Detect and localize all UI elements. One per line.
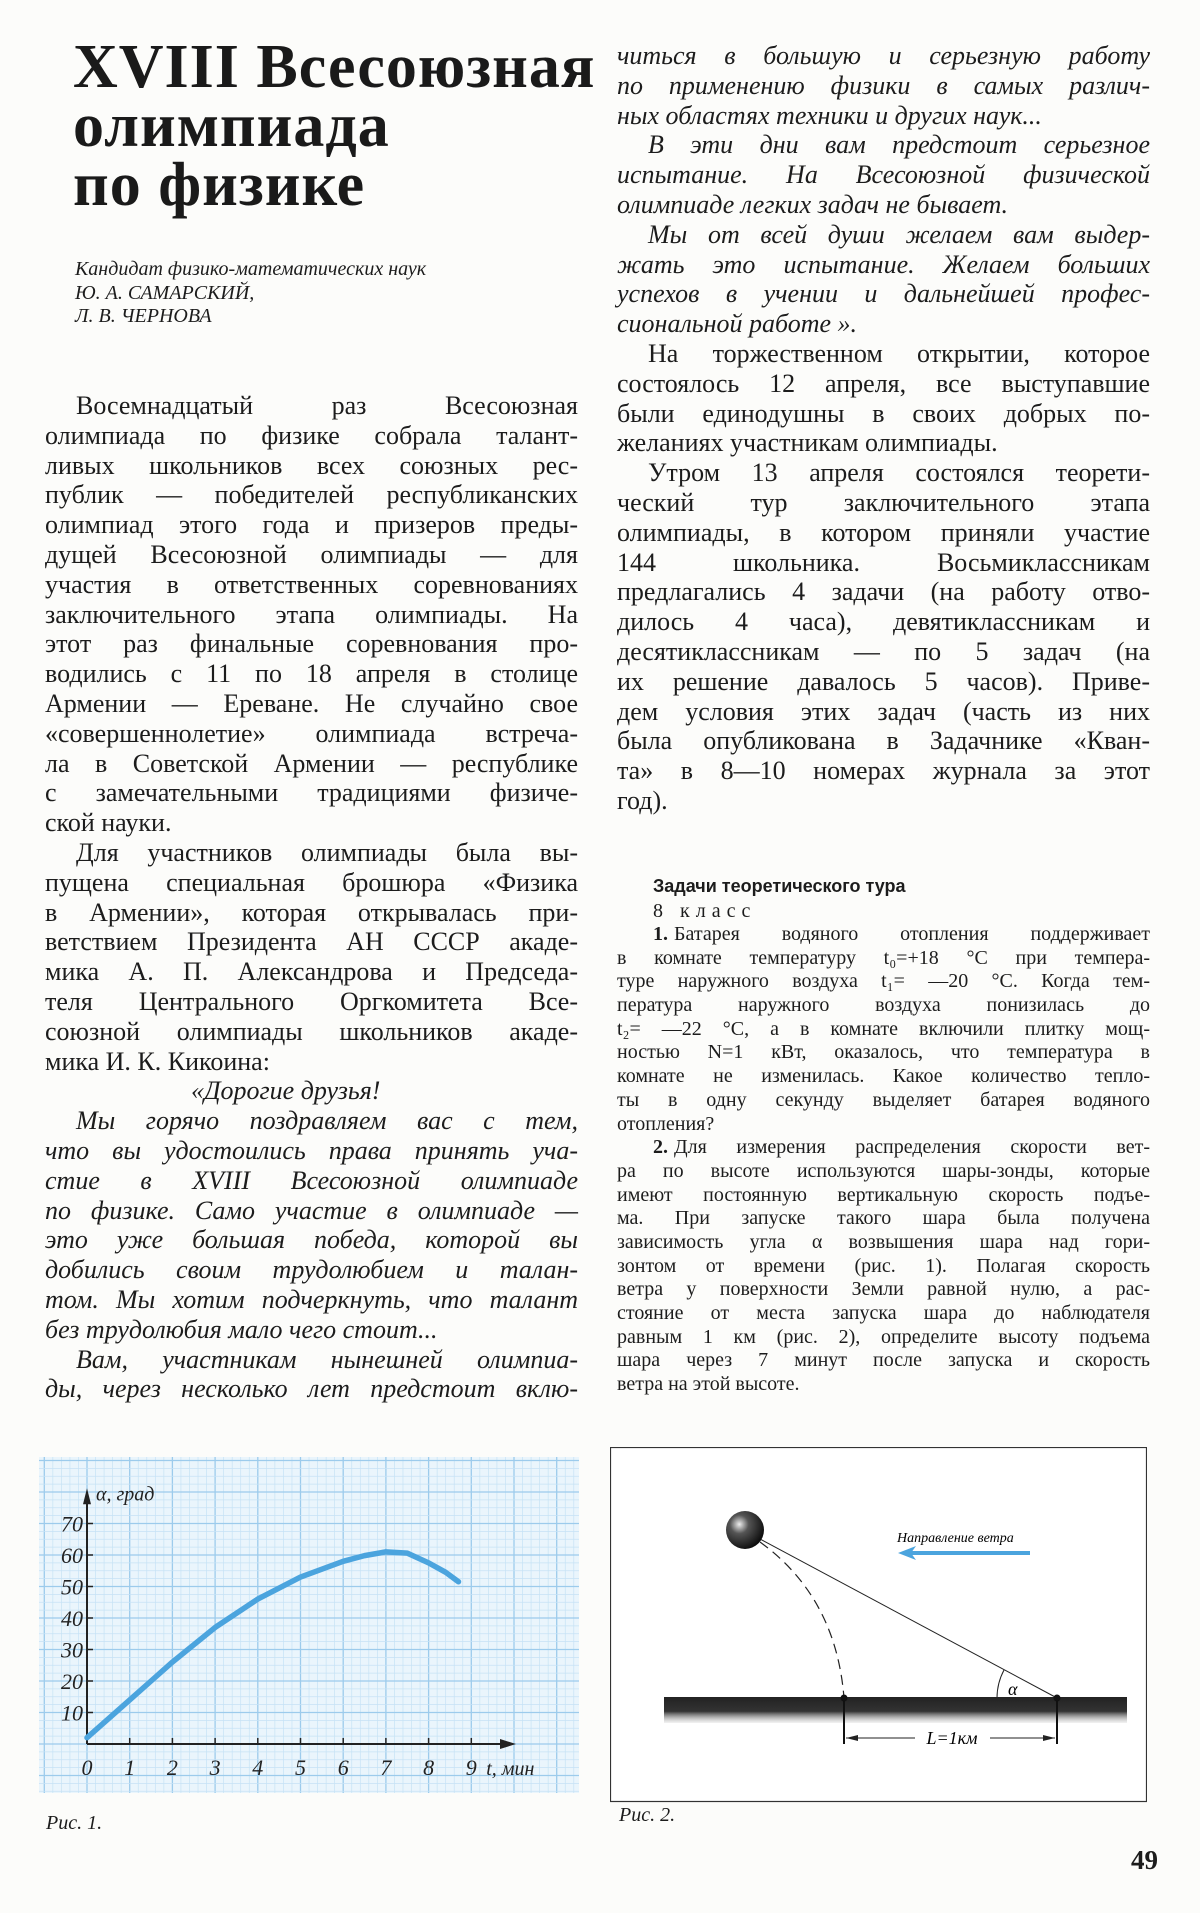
text-line: пущена специальная брошюра «Физика [45,867,578,897]
text-line: публик — победителей республиканских [45,480,578,510]
problem-first-line [617,923,1150,947]
text-line: «Дорогие друзья! [191,1076,381,1106]
text-line: их решение давалось 5 часов). Приве- [617,666,1150,696]
problem-first-line [617,1136,1150,1160]
text-line: На торжественном открытии, которое [648,338,1150,368]
problem-line: t₂= —22 °C, а в комнате включили плитку мощ- [617,1017,1150,1040]
text-line: состоялось 12 апреля, все выступавшие [617,368,1150,398]
title-line: XVIII Всесоюзная [73,33,596,101]
text-line: олимпиады, в котором приняли участие [617,517,1150,547]
problems-heading: Задачи теоретического тура [653,876,906,896]
text-line: этот раз финальные соревнования про- [45,629,578,659]
text-line: с замечательными традициями физиче- [45,778,578,808]
text-line: в Армении», которая открывалась при- [45,897,578,927]
text-line: предлагались 4 задачи (на работу отво- [617,577,1150,607]
y-tick-label: 10 [61,1700,83,1726]
text-line: заключительного этапа олимпиады. На [45,599,578,629]
author-name: Л. В. ЧЕРНОВА [75,305,212,327]
x-tick-label: 3 [209,1755,221,1780]
figure-1-caption: Рис. 1. [46,1812,103,1834]
text-line: Для участников олимпиады была вы- [76,837,578,867]
text-line: ветствием Президента АН СССР акаде- [45,927,578,957]
x-tick-label: 8 [423,1755,435,1780]
problem-line: пература наружного воздуха понизилась до [617,994,1150,1017]
text-line: Армении — Ереване. Не случайно свое [45,688,578,718]
figure-2-caption: Рис. 2. [619,1804,676,1826]
x-tick-label: 1 [124,1755,136,1780]
text-line: том. Мы хотим подчеркнуть, что талант [45,1284,578,1314]
text-line: испытание. На Всесоюзной физической [617,160,1150,190]
text-line: по физике. Само участие в олимпиаде — [45,1195,578,1225]
left-column-text [45,391,578,1404]
text-line: Мы от всей души желаем вам выдер- [648,219,1150,249]
problem-line: шара через 7 минут после запуска и скорость [617,1349,1150,1372]
text-line: читься в большую и серьезную работу [617,41,1150,70]
y-tick-label: 60 [61,1543,83,1568]
figure-2-diagram [610,1447,1147,1803]
x-tick-label: 4 [252,1755,264,1780]
text-line: та» в 8—10 номерах журнала за этот [617,756,1150,786]
byline [75,258,426,329]
y-tick-label: 50 [61,1574,83,1600]
x-tick-label: 0 [81,1755,93,1780]
author-name: Ю. А. САМАРСКИЙ, [75,281,255,304]
text-line: 144 школьника. Восьмиклассникам [617,547,1150,577]
text-line: Утром 13 апреля состоялся теорети- [648,458,1150,488]
y-tick-label: 70 [61,1511,83,1537]
problem-line: в комнате температуру t₀=+18 °C при темпера- [617,946,1150,969]
problem-list [617,923,1150,1397]
problems-section [617,873,1150,1397]
problem-line: ма. При запуске такого шара была получена [617,1207,1150,1230]
problem-number: 2. [653,1136,668,1159]
problem-line: равным 1 км (рис. 2), определите высоту подъема [617,1325,1150,1348]
right-column-text [617,41,1150,816]
problem-line: ветра у поверхности Земли равной нулю, а рас- [617,1278,1150,1301]
distance-label: L=1км [926,1728,978,1748]
text-line: стие в XVIII Всесоюзной олимпиаде [45,1165,578,1195]
problem-line: ветра на этой высоте. [617,1373,800,1396]
text-line: дущей Всесоюзной олимпиады — для [45,539,578,569]
angle-label: α [1008,1679,1018,1699]
problem-line: стояние от места запуска шара до наблюдателя [617,1302,1150,1324]
problem-line: зонтом от времени (рис. 1). Полагая скорость [617,1254,1150,1277]
x-tick-label: 6 [337,1755,349,1780]
author-degree: Кандидат физико-математических наук [75,258,427,280]
y-tick-label: 30 [61,1637,83,1663]
problem-line: зависимость угла α возвышения шара над гори- [617,1230,1150,1253]
text-line: год). [617,785,668,815]
text-line: Восемнадцатый раз Всесоюзная [76,391,578,420]
figure-1-chart [39,1457,579,1793]
text-line: «совершеннолетие» олимпиада встреча- [45,718,578,748]
wind-direction-label: Направление ветра [897,1531,1014,1546]
x-tick-label: 7 [380,1755,392,1780]
text-line: теля Центрального Оргкомитета Все- [45,986,578,1016]
text-line: ных областях техники и других наук... [617,100,1042,130]
text-line: олимпиад этого года и призеров преды- [45,510,578,540]
text-line: добились своим трудолюбием и талан- [45,1255,578,1285]
problem-line: отопления? [617,1112,715,1135]
text-line: что вы удостоились права принять уча- [45,1135,578,1165]
x-axis-label: t, мин [486,1758,535,1780]
text-line: мика А. П. Александрова и Председа- [45,957,578,987]
text-line: мика И. К. Кикоина: [45,1046,270,1076]
text-line: В эти дни вам предстоит серьезное [648,130,1150,160]
balloon-icon [726,1511,764,1549]
problem-line: туре наружного воздуха t₁= —20 °C. Когда тем- [617,970,1150,993]
article-title [73,33,596,219]
text-line: Вам, участникам нынешней олимпиа- [76,1344,578,1374]
problem-line: ностью N=1 кВт, оказалось, что температура в [617,1041,1150,1064]
text-line: это уже большая победа, которой вы [45,1225,578,1255]
text-line: были единодушны в своих добрых по- [617,398,1150,428]
page-number: 49 [1131,1845,1158,1875]
problem-text: Для измерения распределения скорости вет- [674,1136,1150,1159]
text-line: без трудолюбия мало чего стоит... [45,1314,438,1344]
text-line: олимпиаде легких задач не бывает. [617,189,1009,219]
problem-number: 1. [653,923,668,945]
launch-point [841,1695,848,1702]
text-line: Мы горячо поздравляем вас с тем, [76,1106,578,1136]
problem-line: комнате не изменилась. Какое количество тепло- [617,1065,1150,1088]
text-line: успехов в учении и дальнейшей профес- [617,279,1150,309]
y-axis-label: α, град [96,1483,155,1506]
y-tick-label: 40 [61,1606,83,1631]
problem-line: ра по высоте используются шары-зонды, которые [617,1159,1150,1182]
text-line: олимпиада по физике собрала талант- [45,420,578,450]
text-line: ливых школьников всех союзных рес- [45,450,578,480]
text-line: участия в ответственных соревнованиях [45,569,578,599]
y-tick-label: 20 [61,1669,83,1694]
x-tick-label: 2 [166,1755,178,1780]
text-line: союзной олимпиады школьников акаде- [45,1016,578,1046]
text-line: ской науки. [45,808,172,838]
problem-line: ты в одну секунду выделяет батарея водяного [617,1088,1150,1111]
text-line: водились с 11 по 18 апреля в столице [45,659,578,689]
title-line: олимпиада [73,92,390,160]
grade-label: 8 класс [653,900,757,922]
text-line: по применению физики в самых различ- [617,70,1150,100]
text-line: десятиклассникам — по 5 задач (на [617,636,1150,666]
problem-text: Батарея водяного отопления поддерживает [674,923,1150,945]
text-line: жать это испытание. Желаем больших [617,249,1150,279]
text-line: ческий тур заключительного этапа [617,487,1150,517]
text-line: была опубликована в Задачнике «Кван- [617,726,1150,756]
text-line: дилось 4 часа), девятиклассникам и [617,607,1150,637]
text-line: желаниях участникам олимпиады. [617,428,998,458]
title-line: по физике [73,151,366,219]
x-tick-label: 5 [295,1755,306,1780]
text-line: сиональной работе ». [617,309,858,339]
text-line: дем условия этих задач (часть из них [617,696,1150,726]
text-line: ды, через несколько лет предстоит вклю- [45,1374,578,1404]
problem-line: имеют постоянную вертикальную скорость подъе- [617,1183,1150,1206]
x-tick-label: 9 [465,1755,477,1780]
figure-frame [611,1448,1147,1802]
text-line: ла в Советской Армении — республике [45,748,578,778]
observer-point [1054,1695,1061,1702]
